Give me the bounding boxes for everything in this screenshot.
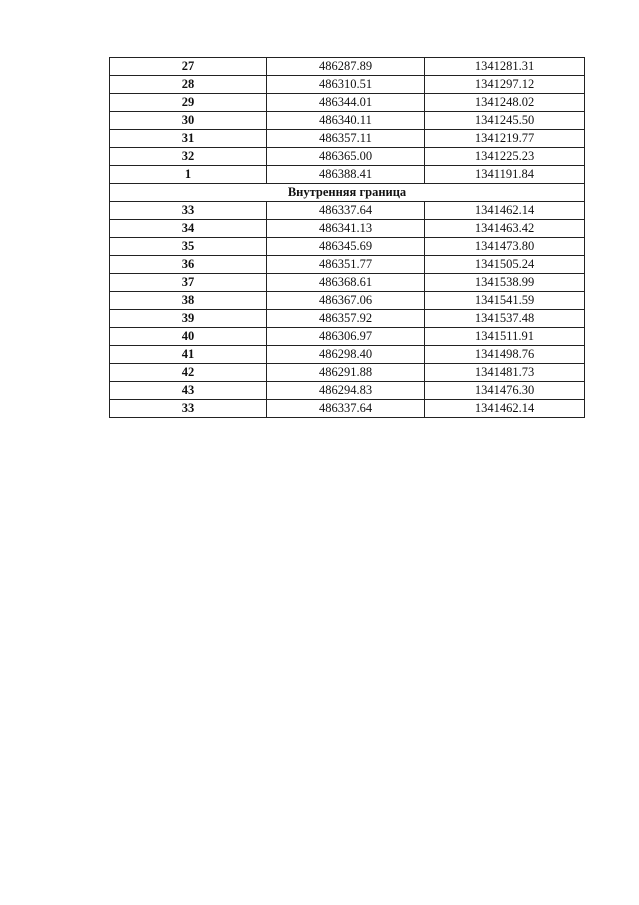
point-number-cell: 40 xyxy=(110,328,267,346)
section-title: Внутренняя граница xyxy=(110,184,585,202)
x-coordinate-cell: 486341.13 xyxy=(267,220,425,238)
y-coordinate-cell: 1341463.42 xyxy=(425,220,585,238)
x-coordinate-cell: 486294.83 xyxy=(267,382,425,400)
y-coordinate-cell: 1341219.77 xyxy=(425,130,585,148)
y-coordinate-cell: 1341473.80 xyxy=(425,238,585,256)
x-coordinate-cell: 486306.97 xyxy=(267,328,425,346)
table-row xyxy=(110,112,585,130)
coordinates-table-body xyxy=(110,58,585,418)
table-row xyxy=(110,130,585,148)
point-number-cell: 35 xyxy=(110,238,267,256)
y-coordinate-cell: 1341248.02 xyxy=(425,94,585,112)
point-number-cell: 1 xyxy=(110,166,267,184)
x-coordinate-cell: 486365.00 xyxy=(267,148,425,166)
y-coordinate-cell: 1341505.24 xyxy=(425,256,585,274)
x-coordinate-cell: 486287.89 xyxy=(267,58,425,76)
point-number-cell: 36 xyxy=(110,256,267,274)
x-coordinate-cell: 486368.61 xyxy=(267,274,425,292)
y-coordinate-cell: 1341537.48 xyxy=(425,310,585,328)
point-number-cell: 29 xyxy=(110,94,267,112)
x-coordinate-cell: 486357.11 xyxy=(267,130,425,148)
y-coordinate-cell: 1341297.12 xyxy=(425,76,585,94)
x-coordinate-cell: 486337.64 xyxy=(267,202,425,220)
table-row xyxy=(110,58,585,76)
table-row xyxy=(110,346,585,364)
point-number-cell: 39 xyxy=(110,310,267,328)
point-number-cell: 38 xyxy=(110,292,267,310)
x-coordinate-cell: 486345.69 xyxy=(267,238,425,256)
y-coordinate-cell: 1341191.84 xyxy=(425,166,585,184)
point-number-cell: 30 xyxy=(110,112,267,130)
section-header-row xyxy=(110,184,585,202)
x-coordinate-cell: 486351.77 xyxy=(267,256,425,274)
table-row xyxy=(110,166,585,184)
x-coordinate-cell: 486344.01 xyxy=(267,94,425,112)
point-number-cell: 34 xyxy=(110,220,267,238)
point-number-cell: 41 xyxy=(110,346,267,364)
y-coordinate-cell: 1341481.73 xyxy=(425,364,585,382)
point-number-cell: 32 xyxy=(110,148,267,166)
table-row xyxy=(110,364,585,382)
table-row xyxy=(110,220,585,238)
table-row xyxy=(110,310,585,328)
x-coordinate-cell: 486310.51 xyxy=(267,76,425,94)
y-coordinate-cell: 1341498.76 xyxy=(425,346,585,364)
table-row xyxy=(110,400,585,418)
point-number-cell: 27 xyxy=(110,58,267,76)
table-row xyxy=(110,94,585,112)
y-coordinate-cell: 1341462.14 xyxy=(425,400,585,418)
y-coordinate-cell: 1341462.14 xyxy=(425,202,585,220)
table-row xyxy=(110,238,585,256)
point-number-cell: 33 xyxy=(110,202,267,220)
table-row xyxy=(110,76,585,94)
x-coordinate-cell: 486388.41 xyxy=(267,166,425,184)
point-number-cell: 28 xyxy=(110,76,267,94)
x-coordinate-cell: 486357.92 xyxy=(267,310,425,328)
table-row xyxy=(110,274,585,292)
point-number-cell: 37 xyxy=(110,274,267,292)
point-number-cell: 31 xyxy=(110,130,267,148)
table-row xyxy=(110,328,585,346)
table-row xyxy=(110,148,585,166)
y-coordinate-cell: 1341538.99 xyxy=(425,274,585,292)
y-coordinate-cell: 1341245.50 xyxy=(425,112,585,130)
table-row xyxy=(110,202,585,220)
table-row xyxy=(110,256,585,274)
x-coordinate-cell: 486367.06 xyxy=(267,292,425,310)
x-coordinate-cell: 486337.64 xyxy=(267,400,425,418)
coordinates-table xyxy=(109,57,585,418)
table-row xyxy=(110,292,585,310)
y-coordinate-cell: 1341511.91 xyxy=(425,328,585,346)
x-coordinate-cell: 486340.11 xyxy=(267,112,425,130)
y-coordinate-cell: 1341541.59 xyxy=(425,292,585,310)
table-row xyxy=(110,382,585,400)
y-coordinate-cell: 1341281.31 xyxy=(425,58,585,76)
point-number-cell: 42 xyxy=(110,364,267,382)
x-coordinate-cell: 486298.40 xyxy=(267,346,425,364)
point-number-cell: 43 xyxy=(110,382,267,400)
x-coordinate-cell: 486291.88 xyxy=(267,364,425,382)
y-coordinate-cell: 1341476.30 xyxy=(425,382,585,400)
point-number-cell: 33 xyxy=(110,400,267,418)
y-coordinate-cell: 1341225.23 xyxy=(425,148,585,166)
